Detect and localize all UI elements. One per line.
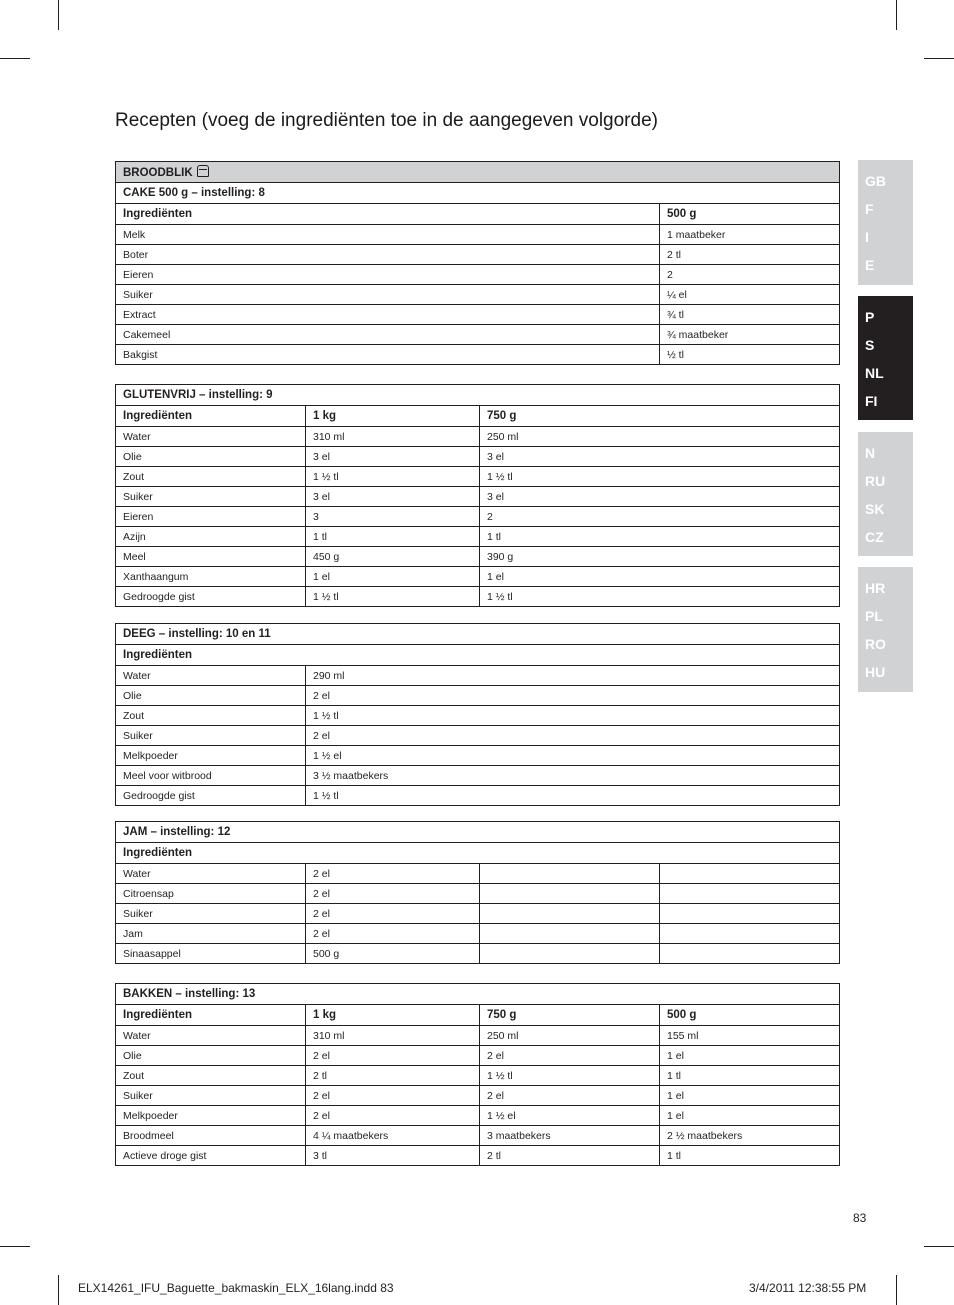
amount-cell: 3 el bbox=[480, 447, 840, 467]
amount-cell: 2 el bbox=[306, 904, 480, 924]
language-tab[interactable]: P bbox=[865, 309, 875, 325]
amount-cell: 2 tl bbox=[480, 1146, 660, 1166]
amount-cell: 1 el bbox=[660, 1046, 840, 1066]
column-header: 1 kg bbox=[306, 406, 480, 427]
amount-cell: 2 el bbox=[306, 1046, 480, 1066]
table-header-row bbox=[116, 843, 840, 864]
table-row bbox=[116, 225, 840, 245]
footer-filename: ELX14261_IFU_Baguette_bakmaskin_ELX_16lang.indd 83 bbox=[78, 1281, 394, 1295]
language-tab[interactable]: RU bbox=[865, 473, 886, 489]
language-tab[interactable]: N bbox=[865, 445, 876, 461]
table-row bbox=[116, 686, 840, 706]
language-tab[interactable]: CZ bbox=[865, 529, 884, 545]
amount-cell: 2 el bbox=[306, 864, 480, 884]
language-tab[interactable]: HU bbox=[865, 664, 886, 680]
ingredient-cell: Eieren bbox=[116, 507, 306, 527]
language-tab[interactable]: FI bbox=[865, 393, 878, 409]
amount-cell: ¼ el bbox=[660, 285, 840, 305]
jam-table bbox=[115, 821, 840, 964]
crop-mark bbox=[896, 1275, 897, 1305]
column-header: Ingrediënten bbox=[116, 406, 306, 427]
table-row bbox=[116, 944, 840, 964]
ingredient-cell: Water bbox=[116, 864, 306, 884]
crop-mark bbox=[896, 0, 897, 30]
amount-cell bbox=[480, 864, 660, 884]
amount-cell: 290 ml bbox=[306, 666, 840, 686]
language-tab[interactable]: S bbox=[865, 337, 875, 353]
amount-cell: 250 ml bbox=[480, 1026, 660, 1046]
cake-table bbox=[115, 161, 840, 365]
table-row bbox=[116, 547, 840, 567]
bread-loaf-icon bbox=[197, 165, 209, 177]
crop-mark bbox=[0, 1246, 30, 1247]
table-title-row bbox=[116, 984, 840, 1005]
table-header-row bbox=[116, 645, 840, 666]
amount-cell bbox=[660, 904, 840, 924]
ingredient-cell: Suiker bbox=[116, 487, 306, 507]
table-row bbox=[116, 786, 840, 806]
amount-cell: 1 el bbox=[660, 1106, 840, 1126]
amount-cell: 1 maatbeker bbox=[660, 225, 840, 245]
column-header: Ingrediënten bbox=[116, 645, 840, 666]
language-tab-group-active bbox=[858, 296, 913, 420]
ingredient-cell: Zout bbox=[116, 706, 306, 726]
amount-cell: 3 el bbox=[306, 447, 480, 467]
crop-mark bbox=[924, 58, 954, 59]
ingredient-cell: Azijn bbox=[116, 527, 306, 547]
ingredient-cell: Melkpoeder bbox=[116, 1106, 306, 1126]
amount-cell: 2 bbox=[660, 265, 840, 285]
ingredient-cell: Melkpoeder bbox=[116, 746, 306, 766]
amount-cell bbox=[480, 924, 660, 944]
table-title: GLUTENVRIJ – instelling: 9 bbox=[116, 385, 840, 406]
ingredient-cell: Meel bbox=[116, 547, 306, 567]
ingredient-cell: Bakgist bbox=[116, 345, 660, 365]
language-tab[interactable]: HR bbox=[865, 580, 886, 596]
amount-cell: 1 tl bbox=[660, 1066, 840, 1086]
page-title: Recepten (voeg de ingrediënten toe in de aangegeven volgorde) bbox=[115, 110, 658, 131]
ingredient-cell: Suiker bbox=[116, 904, 306, 924]
ingredient-cell: Boter bbox=[116, 245, 660, 265]
table-row bbox=[116, 766, 840, 786]
footer-timestamp: 3/4/2011 12:38:55 PM bbox=[749, 1281, 867, 1295]
ingredient-cell: Gedroogde gist bbox=[116, 786, 306, 806]
amount-cell: 1 tl bbox=[660, 1146, 840, 1166]
bakken-table bbox=[115, 983, 840, 1166]
table-row bbox=[116, 864, 840, 884]
table-row bbox=[116, 507, 840, 527]
amount-cell bbox=[660, 944, 840, 964]
ingredient-cell: Suiker bbox=[116, 1086, 306, 1106]
language-tab[interactable]: F bbox=[865, 201, 874, 217]
ingredient-cell: Suiker bbox=[116, 285, 660, 305]
amount-cell: 1 ½ el bbox=[306, 746, 840, 766]
amount-cell: 1 ½ tl bbox=[480, 587, 840, 607]
ingredient-cell: Gedroogde gist bbox=[116, 587, 306, 607]
language-tab[interactable]: PL bbox=[865, 608, 883, 624]
deeg-table bbox=[115, 623, 840, 806]
ingredient-cell: Meel voor witbrood bbox=[116, 766, 306, 786]
amount-cell: 4 ¼ maatbekers bbox=[306, 1126, 480, 1146]
amount-cell: 1 ½ tl bbox=[480, 467, 840, 487]
amount-cell: 2 el bbox=[306, 884, 480, 904]
ingredient-cell: Broodmeel bbox=[116, 1126, 306, 1146]
language-tab-current[interactable]: NL bbox=[865, 365, 884, 381]
table-row bbox=[116, 1126, 840, 1146]
ingredient-cell: Cakemeel bbox=[116, 325, 660, 345]
table-row bbox=[116, 1106, 840, 1126]
ingredient-cell: Olie bbox=[116, 447, 306, 467]
crop-mark bbox=[0, 58, 30, 59]
ingredient-cell: Olie bbox=[116, 1046, 306, 1066]
language-tab[interactable]: SK bbox=[865, 501, 885, 517]
amount-cell: 3 ½ maatbekers bbox=[306, 766, 840, 786]
table-title-row bbox=[116, 624, 840, 645]
amount-cell bbox=[480, 884, 660, 904]
amount-cell: 1 ½ tl bbox=[306, 786, 840, 806]
amount-cell: 3 bbox=[306, 507, 480, 527]
amount-cell bbox=[480, 944, 660, 964]
section-label: BROODBLIK bbox=[123, 167, 193, 179]
table-row bbox=[116, 245, 840, 265]
ingredient-cell: Water bbox=[116, 1026, 306, 1046]
language-tab-group bbox=[858, 160, 913, 285]
amount-cell: 155 ml bbox=[660, 1026, 840, 1046]
glutenvrij-table bbox=[115, 384, 840, 607]
amount-cell: 390 g bbox=[480, 547, 840, 567]
amount-cell: 2 el bbox=[306, 1086, 480, 1106]
ingredient-cell: Jam bbox=[116, 924, 306, 944]
crop-mark bbox=[924, 1246, 954, 1247]
ingredient-cell: Citroensap bbox=[116, 884, 306, 904]
table-row bbox=[116, 1086, 840, 1106]
amount-cell bbox=[660, 884, 840, 904]
amount-cell: 1 tl bbox=[480, 527, 840, 547]
ingredient-cell: Melk bbox=[116, 225, 660, 245]
column-header: 1 kg bbox=[306, 1005, 480, 1026]
amount-cell bbox=[660, 864, 840, 884]
table-title-row bbox=[116, 385, 840, 406]
table-header-row bbox=[116, 1005, 840, 1026]
table-title-row bbox=[116, 822, 840, 843]
table-row bbox=[116, 884, 840, 904]
ingredient-cell: Suiker bbox=[116, 726, 306, 746]
amount-cell: 3 tl bbox=[306, 1146, 480, 1166]
amount-cell: 2 tl bbox=[660, 245, 840, 265]
ingredient-cell: Zout bbox=[116, 467, 306, 487]
language-tab[interactable]: I bbox=[865, 229, 869, 245]
table-row bbox=[116, 904, 840, 924]
table-section-row bbox=[116, 162, 840, 183]
table-row bbox=[116, 924, 840, 944]
column-header: 500 g bbox=[660, 1005, 840, 1026]
ingredient-cell: Water bbox=[116, 666, 306, 686]
table-title: CAKE 500 g – instelling: 8 bbox=[116, 183, 840, 204]
ingredient-cell: Extract bbox=[116, 305, 660, 325]
amount-cell: 3 el bbox=[480, 487, 840, 507]
amount-cell: 1 tl bbox=[306, 527, 480, 547]
ingredient-cell: Eieren bbox=[116, 265, 660, 285]
amount-cell bbox=[480, 904, 660, 924]
table-row bbox=[116, 567, 840, 587]
amount-cell: ¾ tl bbox=[660, 305, 840, 325]
column-header: Ingrediënten bbox=[116, 1005, 306, 1026]
ingredient-cell: Olie bbox=[116, 686, 306, 706]
table-row bbox=[116, 325, 840, 345]
page-number: 83 bbox=[853, 1211, 867, 1225]
table-row bbox=[116, 265, 840, 285]
table-header-row bbox=[116, 204, 840, 225]
ingredient-cell: Sinaasappel bbox=[116, 944, 306, 964]
table-row bbox=[116, 285, 840, 305]
ingredient-cell: Actieve droge gist bbox=[116, 1146, 306, 1166]
amount-cell: 2 el bbox=[480, 1086, 660, 1106]
table-row bbox=[116, 746, 840, 766]
language-tab-group bbox=[858, 432, 913, 556]
column-header: 750 g bbox=[480, 406, 840, 427]
column-header: 500 g bbox=[660, 204, 840, 225]
amount-cell: 1 ½ tl bbox=[306, 706, 840, 726]
table-title: BAKKEN – instelling: 13 bbox=[116, 984, 840, 1005]
table-row bbox=[116, 1046, 840, 1066]
amount-cell: 1 ½ tl bbox=[480, 1066, 660, 1086]
table-row bbox=[116, 305, 840, 325]
table-row bbox=[116, 1146, 840, 1166]
table-row bbox=[116, 706, 840, 726]
amount-cell: 2 bbox=[480, 507, 840, 527]
amount-cell: 250 ml bbox=[480, 427, 840, 447]
table-title-row bbox=[116, 183, 840, 204]
table-header-row bbox=[116, 406, 840, 427]
column-header: Ingrediënten bbox=[116, 204, 660, 225]
table-row bbox=[116, 427, 840, 447]
crop-mark bbox=[58, 1275, 59, 1305]
amount-cell: 2 el bbox=[306, 924, 480, 944]
amount-cell: 2 el bbox=[480, 1046, 660, 1066]
amount-cell: ¾ maatbeker bbox=[660, 325, 840, 345]
language-tab[interactable]: GB bbox=[865, 173, 886, 189]
table-row bbox=[116, 1026, 840, 1046]
table-title: DEEG – instelling: 10 en 11 bbox=[116, 624, 840, 645]
amount-cell: 2 el bbox=[306, 726, 840, 746]
crop-mark bbox=[58, 0, 59, 30]
ingredient-cell: Water bbox=[116, 427, 306, 447]
table-row bbox=[116, 447, 840, 467]
table-title: JAM – instelling: 12 bbox=[116, 822, 840, 843]
amount-cell: 500 g bbox=[306, 944, 480, 964]
table-row bbox=[116, 467, 840, 487]
column-header: Ingrediënten bbox=[116, 843, 840, 864]
table-row bbox=[116, 345, 840, 365]
table-row bbox=[116, 527, 840, 547]
language-tab[interactable]: RO bbox=[865, 636, 886, 652]
amount-cell: 310 ml bbox=[306, 1026, 480, 1046]
amount-cell: 3 el bbox=[306, 487, 480, 507]
amount-cell: 450 g bbox=[306, 547, 480, 567]
amount-cell: 1 el bbox=[306, 567, 480, 587]
amount-cell: ½ tl bbox=[660, 345, 840, 365]
table-row bbox=[116, 726, 840, 746]
amount-cell: 1 el bbox=[660, 1086, 840, 1106]
column-header: 750 g bbox=[480, 1005, 660, 1026]
amount-cell: 1 el bbox=[480, 567, 840, 587]
amount-cell: 1 ½ tl bbox=[306, 467, 480, 487]
amount-cell: 2 el bbox=[306, 1106, 480, 1126]
amount-cell: 1 ½ el bbox=[480, 1106, 660, 1126]
language-tab-group bbox=[858, 567, 913, 692]
amount-cell: 310 ml bbox=[306, 427, 480, 447]
ingredient-cell: Xanthaangum bbox=[116, 567, 306, 587]
table-row bbox=[116, 1066, 840, 1086]
amount-cell: 3 maatbekers bbox=[480, 1126, 660, 1146]
table-row bbox=[116, 487, 840, 507]
table-row bbox=[116, 666, 840, 686]
amount-cell: 2 el bbox=[306, 686, 840, 706]
amount-cell: 2 ½ maatbekers bbox=[660, 1126, 840, 1146]
amount-cell bbox=[660, 924, 840, 944]
table-row bbox=[116, 587, 840, 607]
amount-cell: 2 tl bbox=[306, 1066, 480, 1086]
language-tab[interactable]: E bbox=[865, 257, 875, 273]
amount-cell: 1 ½ tl bbox=[306, 587, 480, 607]
ingredient-cell: Zout bbox=[116, 1066, 306, 1086]
